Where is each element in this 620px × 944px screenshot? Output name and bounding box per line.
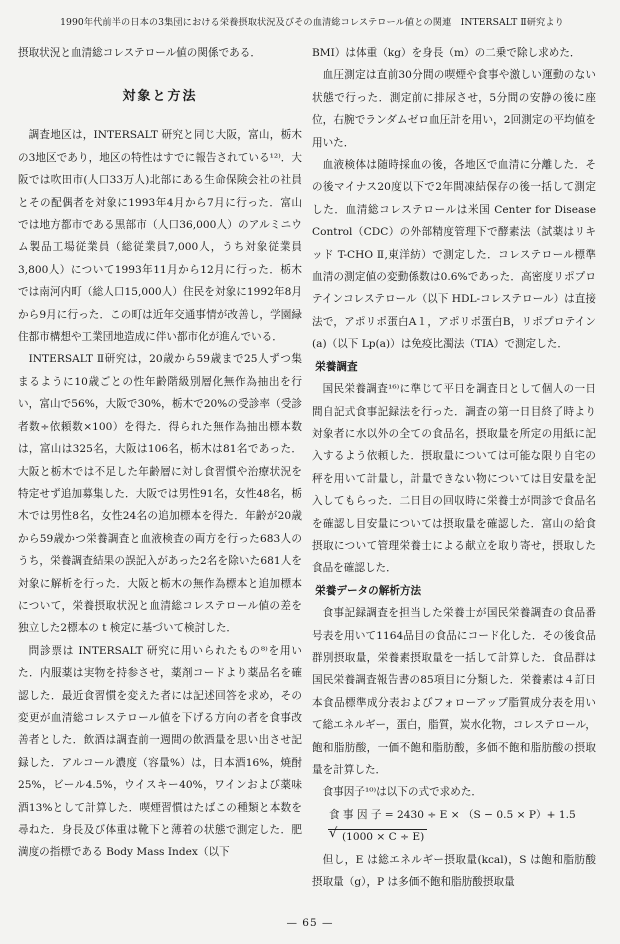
paragraph-bmi: BMI）は体重（kg）を身長（m）の二乗で除し求めた． <box>312 47 581 59</box>
paragraph-analysis: 食事記録調査を担当した栄養士が国民栄養調査の食品番号表を用いて1164品目の食品にコード化した．その後食品群別摂取量，栄養素摂取量を一括して計算した．食品群は国民栄養調査報告書の85項目に分類した．栄養素は４訂日本食品標準成分表およびフォローアップ脂質成分表を用いて総エネルギー，蛋白，脂質，炭水化物，コレステロール，飽和脂肪酸，一価不飽和脂肪酸，多価不飽和脂肪酸の摂取量を計算した． <box>312 607 597 776</box>
paragraph-questionnaire: 問診票は INTERSALT 研究に用いられたもの⁸⁾を用いた．内服薬は実物を持参させ，薬剤コードより薬品名を確認した．最近食習慣を変えた者には記述回答を求め，その変更が血清総コレステロール値を下げる方向の者を食事改善者とした．飲酒は調査前一週間の飲酒量を思い出させ記録した．アルコール濃度（容量%）は，日本酒16%，焼酎25%，ビール4.5%，ウイスキー40%，ワインおよび薬味酒13%として計算した．喫煙習慣はたばこの種類と本数を尋ねた．身長及び体重は靴下と薄着の状態で測定した．肥満度の指標である Body Mass Index（以下 <box>18 644 302 859</box>
paragraph-blood-samples: 血液検体は随時採血の後，各地区で血清に分離した．その後マイナス20度以下で2年間凍結保存の後一括して測定した．血清総コレステロールは米国 Center for Disease Control（CDC）の外部精度管理下で酵素法（試薬はリキッド T-CHO Ⅱ,東洋紡）で測定した．コレステロール標準血清の測定値の変動係数は0.6%であった．高密度リポプロテインコレステロール（以下 HDL-コレステロール）は直接法で，アポリポ蛋白A１，アポリポ蛋白B，リポプロテイン(a)（以下 Lp(a)）は免疫比濁法（TIA）で測定した． <box>312 159 596 351</box>
left-column <box>18 42 302 864</box>
subsection-heading-analysis: 栄養データの解析方法 <box>315 584 422 597</box>
page-number: — 65 — <box>286 917 334 929</box>
formula-sqrt-term: √ (1000 × C ÷ E) <box>328 829 427 844</box>
paragraph-dietary-factor: 食事因子¹⁰⁾は以下の式で求めた． <box>322 786 483 799</box>
subsection-heading-nutrition: 栄養調査 <box>315 360 358 373</box>
right-column <box>312 42 596 893</box>
formula-line: 食 事 因 子 = 2430 ÷ E × （S − 0.5 × P）+ 1.5 <box>328 808 576 821</box>
running-header: 1990年代前半の日本の3集団における栄養摂取状況及びその血清総コレステロール値との関連 INTERSALT Ⅱ研究より <box>60 17 564 28</box>
paragraph-definitions: 但し，E は総エネルギー摂取量(kcal)，S は飽和脂肪酸摂取量（g），P は多価不飽和脂肪酸摂取量 <box>312 853 596 889</box>
formula <box>312 804 596 849</box>
paragraph-blood-pressure: 血圧測定は直前30分間の喫煙や食事や激しい運動のない状態で行った．測定前に排尿させ，5分間の安静の後に座位，右腕でランダムゼロ血圧計を用い，2回測定の平均値を用いた． <box>312 69 596 149</box>
paragraph-sampling: INTERSALT Ⅱ研究は，20歳から59歳まで25人ずつ集まるように10歳ごとの性年齢階級別層化無作為抽出を行い，富山で56%，大阪で30%，栃木で20%の受診率（受診者数÷依頼数×100）を得た．得られた無作為抽出標本数は，富山は325名，大阪は106名，栃木は81名であった．大阪と栃木では不足した年齢層に対し食習慣や治療状況を特定せず追加募集した．大阪では男性91名，女性48名，栃木では男性8名，女性24名の追加標本を得た．年齢が20歳から59歳かつ栄養調査と血液検査の両方を行った683人のうち，栄養調査結果の誤記入があった2名を除いた681人を対象に解析を行った．大阪と栃木の無作為標本と追加標本について，栄養摂取状況と血清総コレステロール値の差を独立した2標本の t 検定に基づいて検討した． <box>18 353 302 635</box>
paragraph-nutrition-survey: 国民栄養調査¹⁶⁾に準じて平日を調査日として個人の一日間自記式食事記録法を行った．調査の第一日目終了時より対象者に水以外の全ての食品名，摂取量を所定の用紙に記入するよう依頼した．摂取量については可能な限り自宅の秤を用いて計量し，計量できない物については目安量を記入してもらった．二日目の回収時に栄養士が問診で食品名を確認し目安量については摂取量を確認した．富山の給食摂取について管理栄養士による献立を取り寄せ，摂取した食品を確認した． <box>312 383 596 575</box>
section-title: 対象と方法 <box>122 89 198 105</box>
intro-text: 摂取状況と血清総コレステロール値の関係である． <box>18 47 261 59</box>
paragraph-study-areas: 調査地区は，INTERSALT 研究と同じ大阪，富山，栃木の3地区であり，地区の特性はすでに報告されている¹²⁾．大阪では吹田市(人口33万人)北部にある生命保険会社の社員とその配偶者を対象に1993年4月から7月に行った．富山では地方都市である黒部市（人口36,000人）のアルミニウム製品工場従業員（総従業員7,000人，うち対象従業員3,800人）について1993年11月から12月に行った．栃木では南河内町（総人口15,000人）住民を対象に1992年8月から9月に行った．この町は近年交通事情が改善し，学園緑住都市構想や工業団地造成に伴い都市化が進んでいる． <box>18 129 302 344</box>
